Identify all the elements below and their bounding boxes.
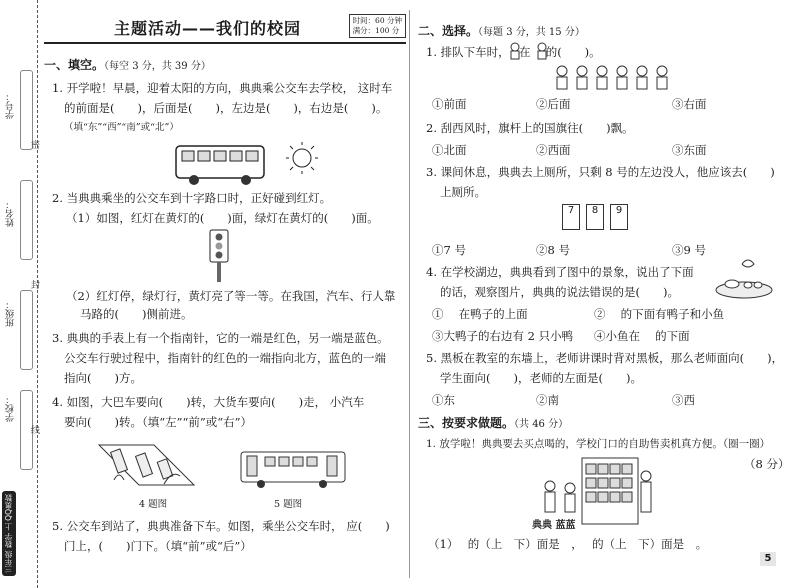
p2-q4-opt1[interactable]: ① 在鸭子的上面 <box>432 307 528 321</box>
part2-heading <box>418 22 585 39</box>
intersection-figure <box>94 440 204 490</box>
student-id-label: 学号： <box>6 92 16 119</box>
brand-label: 三年级 数学 上 QQ奥数 <box>2 491 16 576</box>
class-label: 班级： <box>6 300 16 327</box>
door-7: 7 <box>562 204 580 230</box>
part3-heading <box>418 414 568 431</box>
fig5-caption: 5 题图 <box>274 499 303 510</box>
p2-q4-line-1: 4. 在学校湖边，典典看到了图中的景象，说出了下面 <box>426 265 694 279</box>
school-label: 学校： <box>6 395 16 422</box>
cut-mark-1: 密 <box>29 140 39 149</box>
p2-q4-opt3[interactable]: ③大鸭子的右边有 2 只小鸭 <box>432 329 574 343</box>
q1-line-2: 的前面是( )，后面是( )，左边是( )，右边是( )。 <box>64 101 388 115</box>
q1-line-3: （填“东”“西”“南”或“北”） <box>64 122 179 133</box>
q2-line-3: （2）红灯停，绿灯行，黄灯亮了等一等。在我国，汽车、行人靠 <box>66 289 396 303</box>
q5-line-1: 5. 公交车到站了，典典准备下车。如图，乘坐公交车时， 应( ) <box>52 519 390 533</box>
p2-q5-line-2: 学生面向( )，老师的左面是( )。 <box>440 371 642 385</box>
exam-score: 满分：100 分 <box>352 26 400 35</box>
child-b-icon <box>535 42 549 60</box>
q4-line-2: 要向( )转。（填“左”“前”或“右”） <box>64 415 252 429</box>
name-box[interactable] <box>20 180 33 260</box>
p2-q3-opt2[interactable]: ②8 号 <box>536 243 570 257</box>
bus-doors-figure <box>239 448 349 488</box>
p2-q2: 2. 刮西风时，旗杆上的国旗往( )飘。 <box>426 121 634 135</box>
door-8: 8 <box>586 204 604 230</box>
fig4-caption: 4 题图 <box>139 499 168 510</box>
q3-line-2: 公交车行驶过程中，指南针的红色的一端指向北方，蓝色的一端 <box>64 351 386 365</box>
p2-q1: 1. 排队下车时， 在 的( )。 <box>426 45 601 59</box>
q2-line-2: （1）如图，红灯在黄灯的( )面，绿灯在黄灯的( )面。 <box>66 211 379 225</box>
q2-line-1: 2. 当典典乘坐的公交车到十字路口时，正好碰到红灯。 <box>52 191 332 205</box>
part3-note: （共 46 分） <box>514 419 569 430</box>
p2-q2-opt2[interactable]: ②西面 <box>536 143 571 157</box>
queue-children-figure <box>554 64 674 92</box>
p2-q5-line-1: 5. 黑板在教室的东墙上，老师讲课时背对黑板，那么老师面向( )， <box>426 351 784 365</box>
q3-line-3: 指向( )方。 <box>64 371 142 385</box>
q3-line-1: 3. 典典的手表上有一个指南针，它的一端是红色，另一端是蓝色。 <box>52 331 389 345</box>
door-9: 9 <box>610 204 628 230</box>
p2-q3-line-1: 3. 课间休息，典典去上厕所，只剩 8 号的左边没人，他应该去( ) <box>426 165 775 179</box>
q5-line-2: 门上，( )门下。（填“前”或“后”） <box>64 539 252 553</box>
student-id-box[interactable] <box>20 70 33 150</box>
name-label: 姓名： <box>6 200 16 227</box>
p2-q4-line-2: 的话，观察图片，典典的说法错误的是( )。 <box>440 285 679 299</box>
part1-title: 一、填空。 <box>44 58 105 72</box>
p2-q5-opt3[interactable]: ③西 <box>672 393 695 407</box>
p2-q2-opt1[interactable]: ①北面 <box>432 143 467 157</box>
part1-note: （每空 3 分，共 39 分） <box>104 61 211 72</box>
page-number: 5 <box>760 552 776 566</box>
lake-figure <box>714 256 774 300</box>
p3-q1: 1. 放学啦！典典要去买点喝的，学校门口的自助售卖机真方便。（圈一圈） <box>426 438 771 450</box>
column-divider <box>409 10 410 578</box>
part3-title: 三、按要求做题。 <box>418 416 515 430</box>
bus-illustration <box>174 140 324 186</box>
part2-note: （每题 3 分，共 15 分） <box>478 27 585 38</box>
left-column <box>44 0 406 588</box>
cut-mark-2: 封 <box>29 280 39 289</box>
q2-line-4: 马路的( )侧前进。 <box>80 307 193 321</box>
toilet-doors <box>562 204 628 230</box>
children-names: 典典 蓝蓝 <box>532 520 576 531</box>
p2-q5-opt1[interactable]: ①东 <box>432 393 455 407</box>
p2-q1-opt2[interactable]: ②后面 <box>536 97 571 111</box>
p2-q4-opt4[interactable]: ④小鱼在 的下面 <box>594 329 690 343</box>
cut-mark-3: 线 <box>29 425 39 434</box>
binding-margin <box>0 0 38 588</box>
vending-machine-figure <box>534 456 654 526</box>
child-a-icon <box>508 42 522 60</box>
traffic-light-icon <box>204 228 234 284</box>
right-column <box>414 0 790 588</box>
p3-points: （8 分） <box>744 457 790 471</box>
sun-icon <box>286 142 318 174</box>
butterfly-icon <box>742 260 754 267</box>
exam-time: 时间：60 分钟 <box>352 16 402 25</box>
q1-line-1: 1. 开学啦！早晨，迎着太阳的方向，典典乘公交车去学校， 这时车 <box>52 81 393 95</box>
p2-q3-opt3[interactable]: ③9 号 <box>672 243 706 257</box>
p2-q3-line-2: 上厕所。 <box>440 185 486 199</box>
page-title: 主题活动——我们的校园 <box>114 19 302 38</box>
p2-q2-opt3[interactable]: ③东面 <box>672 143 707 157</box>
p2-q1-opt1[interactable]: ①前面 <box>432 97 467 111</box>
part1-heading <box>44 56 211 73</box>
p3-q1a: （1） 的（上 下）面是 ， 的（上 下）面是 。 <box>428 537 708 551</box>
part2-title: 二、选择。 <box>418 24 479 38</box>
p2-q5-opt2[interactable]: ②南 <box>536 393 559 407</box>
q4-line-1: 4. 如图，大巴车要向( )转，大货车要向( )走， 小汽车 <box>52 395 365 409</box>
p2-q3-opt1[interactable]: ①7 号 <box>432 243 466 257</box>
p2-q4-opt2[interactable]: ② 的下面有鸭子和小鱼 <box>594 307 725 321</box>
class-box[interactable] <box>20 290 33 370</box>
adult-icon <box>641 471 651 512</box>
children-icon <box>545 481 575 512</box>
p2-q1-opt3[interactable]: ③右面 <box>672 97 707 111</box>
